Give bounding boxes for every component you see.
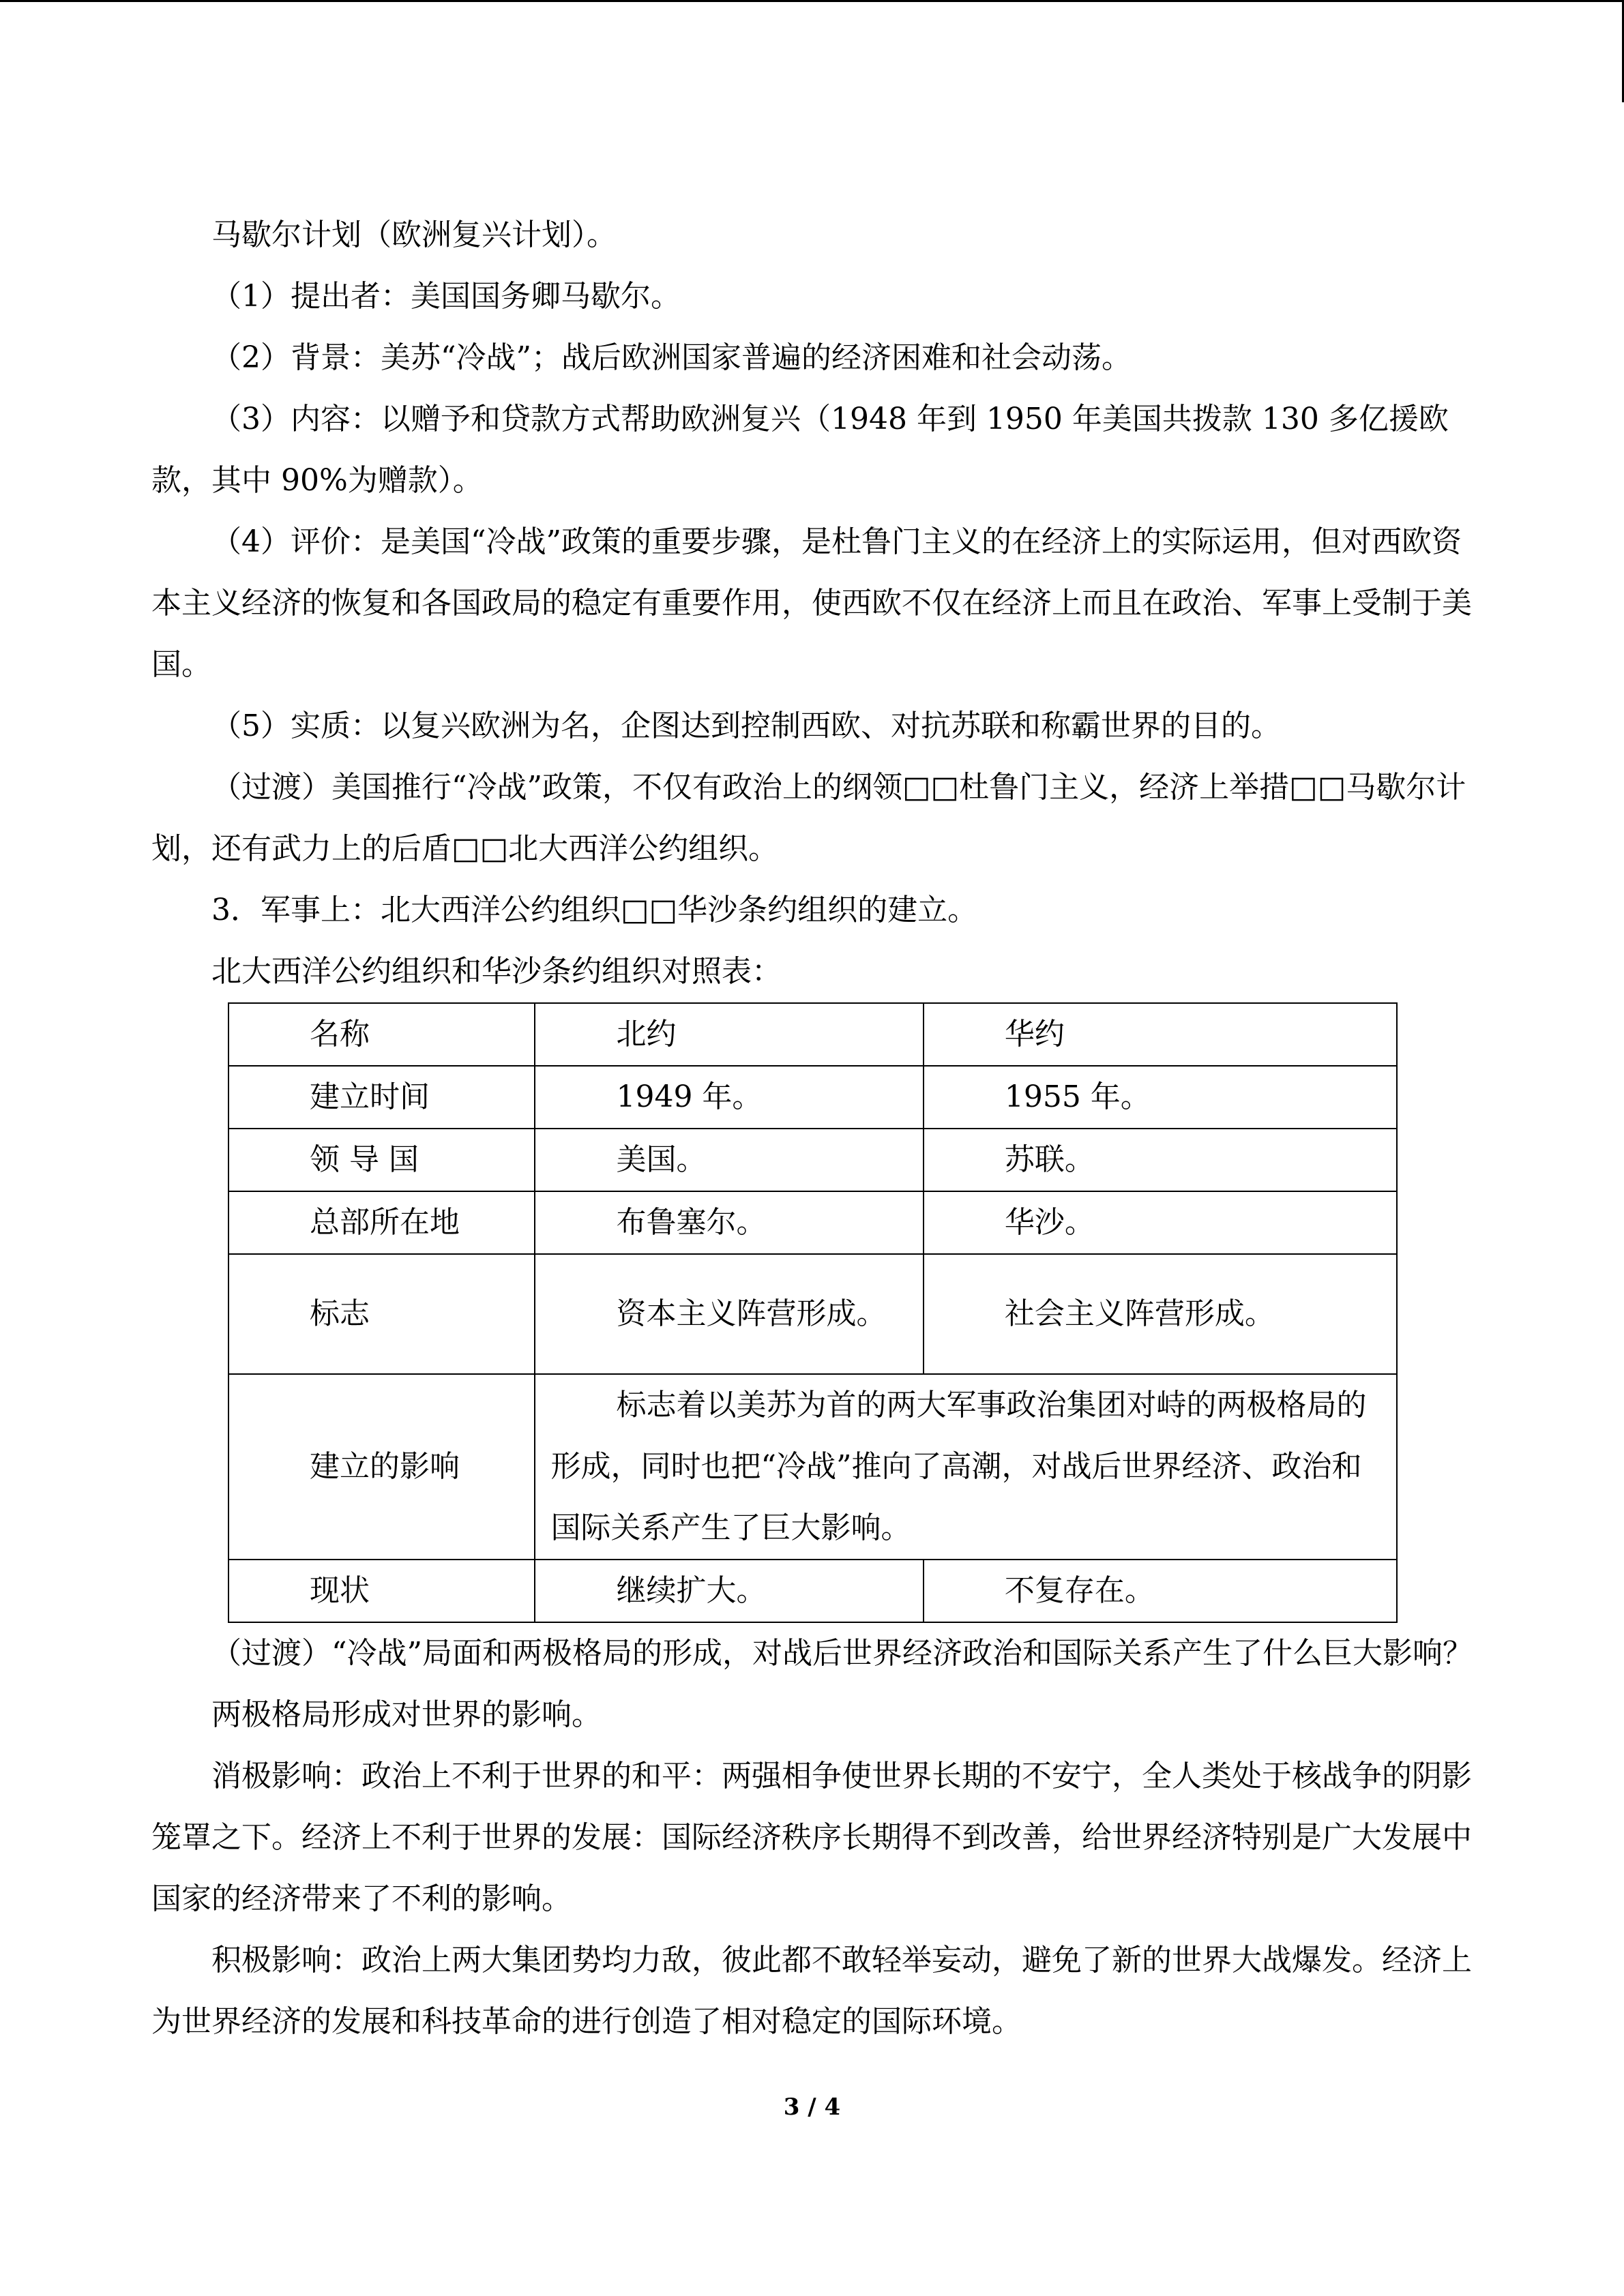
table-cell: 领 导 国 — [228, 1129, 535, 1191]
table-cell: 1955 年。 — [924, 1066, 1397, 1129]
paragraph-transition-2: （过渡）“冷战”局面和两极格局的形成，对战后世界经济政治和国际关系产生了什么巨大影响？ — [211, 1636, 1473, 1671]
document-body — [151, 205, 1475, 2053]
paragraph-table-caption: 北大西洋公约组织和华沙条约组织对照表： — [211, 954, 782, 989]
table-cell: 资本主义阵营形成。 — [535, 1254, 923, 1374]
table-cell: 华约 — [924, 1003, 1397, 1066]
table-row — [228, 1191, 1397, 1254]
table-cell: 不复存在。 — [924, 1560, 1397, 1622]
table-cell: 建立时间 — [228, 1066, 535, 1129]
table-cell: 美国。 — [535, 1129, 923, 1191]
table-cell: 现状 — [228, 1560, 535, 1622]
table-row — [228, 1003, 1397, 1066]
table-cell: 继续扩大。 — [535, 1560, 923, 1622]
comparison-table-wrapper — [228, 1002, 1475, 1623]
page-top-border — [0, 0, 1624, 2]
table-cell: 华沙。 — [924, 1191, 1397, 1254]
paragraph-military: 3．军事上：北大西洋公约组织□□华沙条约组织的建立。 — [211, 893, 978, 927]
table-row — [228, 1066, 1397, 1129]
nato-warsaw-comparison-table — [228, 1002, 1398, 1623]
paragraph-negative-impact: 消极影响：政治上不利于世界的和平：两强相争使世界长期的不安宁，全人类处于核战争的阴影笼罩之下。经济上不利于世界的发展：国际经济秩序长期得不到改善，给世界经济特别是广大发展中国家的经济带来了不利的影响。 — [151, 1759, 1472, 1916]
table-row — [228, 1129, 1397, 1191]
paragraph-positive-impact: 积极影响：政治上两大集团势均力敌，彼此都不敢轻举妄动，避免了新的世界大战爆发。经济上为世界经济的发展和科技革命的进行创造了相对稳定的国际环境。 — [151, 1943, 1472, 2039]
page-number: 3 / 4 — [783, 2093, 841, 2121]
table-cell: 北约 — [535, 1003, 923, 1066]
paragraph-marshall-plan: 马歇尔计划（欧洲复兴计划）。 — [211, 218, 617, 252]
paragraph-evaluation: （4）评价：是美国“冷战”政策的重要步骤，是杜鲁门主义的在经济上的实际运用，但对西欧资本主义经济的恢复和各国政局的稳定有重要作用，使西欧不仅在经济上而且在政治、军事上受制于美国。 — [151, 524, 1472, 682]
table-cell-merged: 标志着以美苏为首的两大军事政治集团对峙的两极格局的形成，同时也把“冷战”推向了高潮，对战后世界经济、政治和国际关系产生了巨大影响。 — [535, 1374, 1397, 1560]
table-cell: 标志 — [228, 1254, 535, 1374]
paragraph-transition-1: （过渡）美国推行“冷战”政策，不仅有政治上的纲领□□杜鲁门主义，经济上举措□□马歇尔计划，还有武力上的后盾□□北大西洋公约组织。 — [151, 770, 1466, 866]
paragraph-content: （3）内容：以赠予和贷款方式帮助欧洲复兴（1948 年到 1950 年美国共拨款 130 多亿援欧款，其中 90%为赠款）。 — [151, 402, 1449, 498]
paragraph-bipolar-impact: 两极格局形成对世界的影响。 — [211, 1697, 602, 1732]
table-row — [228, 1254, 1397, 1374]
table-row — [228, 1560, 1397, 1622]
paragraph-proposer: （1）提出者：美国国务卿马歇尔。 — [211, 279, 681, 314]
table-cell: 苏联。 — [924, 1129, 1397, 1191]
table-cell: 建立的影响 — [228, 1374, 535, 1560]
table-cell: 名称 — [228, 1003, 535, 1066]
table-cell: 1949 年。 — [535, 1066, 923, 1129]
table-cell: 布鲁塞尔。 — [535, 1191, 923, 1254]
paragraph-background: （2）背景：美苏“冷战”；战后欧洲国家普遍的经济困难和社会动荡。 — [211, 340, 1132, 375]
table-cell: 总部所在地 — [228, 1191, 535, 1254]
table-row — [228, 1374, 1397, 1560]
table-cell: 社会主义阵营形成。 — [924, 1254, 1397, 1374]
paragraph-essence: （5）实质：以复兴欧洲为名，企图达到控制西欧、对抗苏联和称霸世界的目的。 — [211, 709, 1281, 743]
